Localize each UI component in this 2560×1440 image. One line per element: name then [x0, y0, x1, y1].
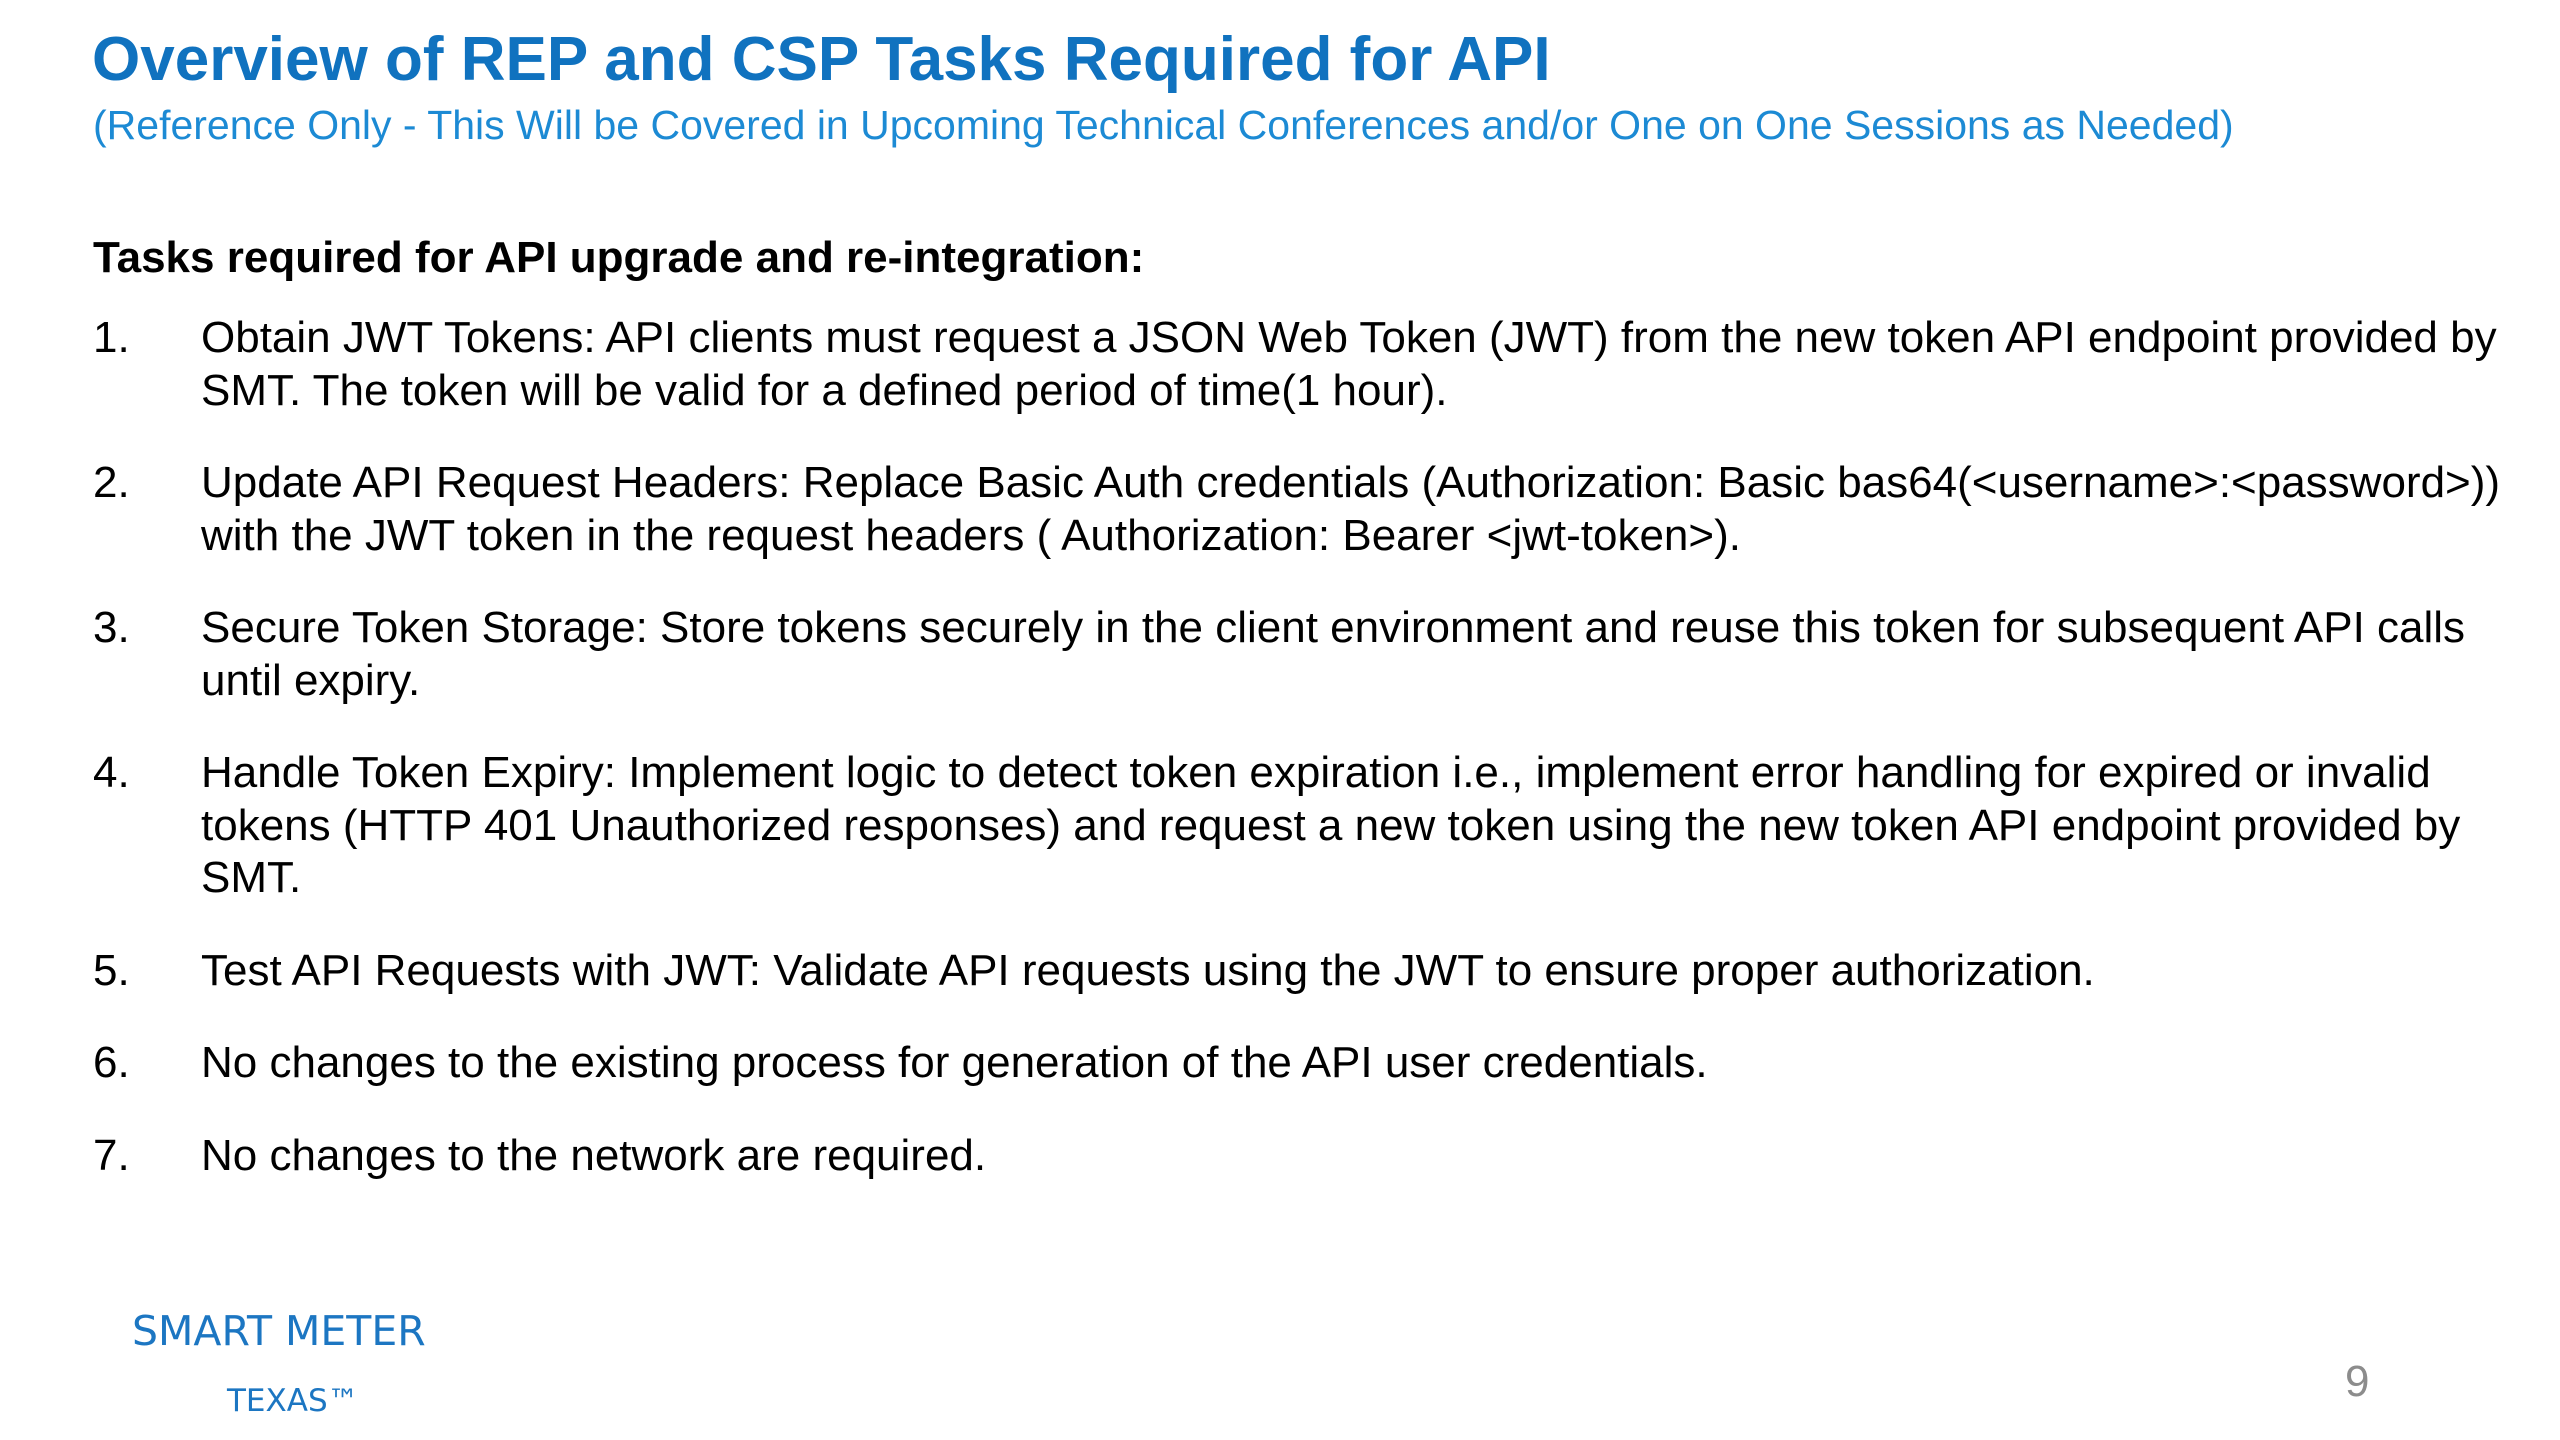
task-text: No changes to the network are required.	[201, 1130, 987, 1180]
task-number: 1.	[93, 313, 130, 362]
slide-subtitle: (Reference Only - This Will be Covered in Upcoming Technical Conferences and/or One on One Sessions as Needed)	[93, 102, 2234, 148]
task-number: 4.	[93, 748, 130, 797]
task-item-2	[93, 457, 2533, 562]
task-list	[93, 312, 2533, 1182]
task-number: 2.	[93, 458, 130, 507]
slide-title: Overview of REP and CSP Tasks Required for API	[92, 25, 1551, 94]
task-item-6	[93, 1037, 2533, 1090]
page-number: 9	[2345, 1357, 2370, 1406]
task-text: Obtain JWT Tokens: API clients must request a JSON Web Token (JWT) from the new token API endpoint provided by SMT. The token will be valid for a defined period of time(1 hour).	[201, 313, 2497, 415]
task-text: Update API Request Headers: Replace Basic Auth credentials (Authorization: Basic bas64(<username>:<password>)) with the JWT token in the request headers ( Authorization: Bearer <jwt-token>).	[201, 458, 2501, 560]
task-item-5	[93, 945, 2533, 998]
task-text: Handle Token Expiry: Implement logic to detect token expiration i.e., implement error handling for expired or invalid tokens (HTTP 401 Unauthorized responses) and request a new token using the new token API endpoint provided by SMT.	[201, 748, 2461, 902]
task-number: 5.	[93, 945, 130, 995]
logo-line2[interactable]: TEXAS™	[227, 1383, 359, 1419]
task-number: 3.	[93, 603, 130, 652]
task-number: 6.	[93, 1038, 130, 1087]
task-item-3	[93, 602, 2533, 707]
task-item-1	[93, 312, 2533, 417]
task-item-4	[93, 747, 2533, 905]
logo-line1[interactable]: SMART METER	[132, 1307, 426, 1355]
task-item-7	[93, 1130, 2533, 1183]
task-text: Test API Requests with JWT: Validate API requests using the JWT to ensure proper authorization.	[201, 945, 2095, 995]
task-text: No changes to the existing process for generation of the API user credentials.	[201, 1038, 1708, 1087]
slide-content	[93, 228, 2533, 1222]
task-number: 7.	[93, 1130, 130, 1180]
task-text: Secure Token Storage: Store tokens securely in the client environment and reuse this token for subsequent API calls until expiry.	[201, 603, 2466, 705]
tasks-heading: Tasks required for API upgrade and re-integration:	[93, 233, 1145, 282]
